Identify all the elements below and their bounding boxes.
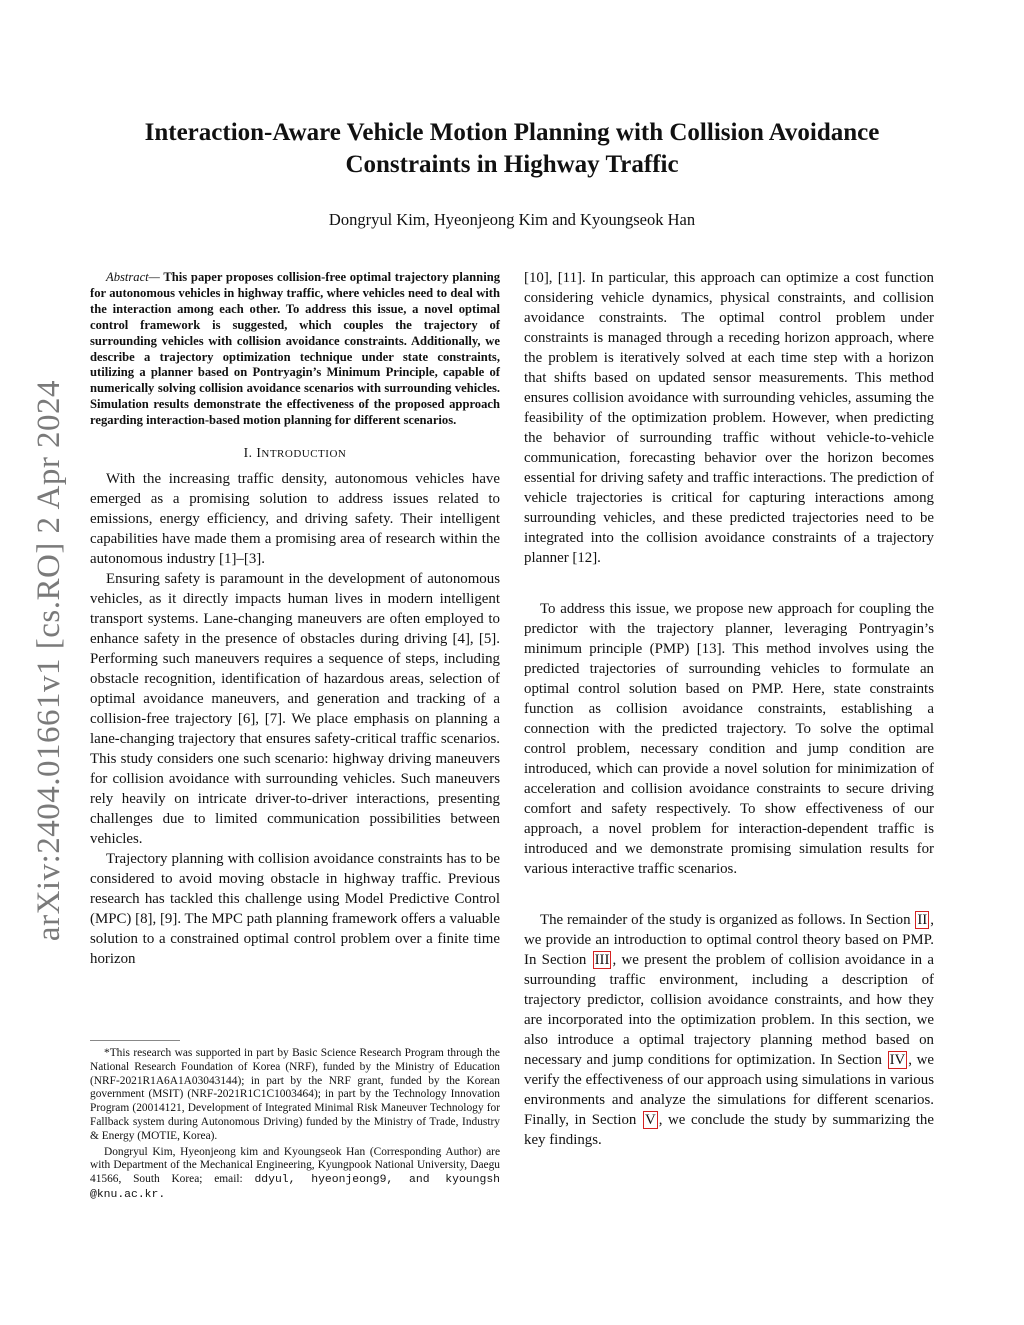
intro-paragraph-3: Trajectory planning with collision avoidance constraints has to be considered to avoid moving obstacle in highway traffic. Previous research has tackled this challenge using Model Predictive Control (MPC) [8], [9]. The MPC path planning framework offers a valuable solution to a constrained optimal control problem over a finite time horizon [90,851,500,968]
abstract [90,270,500,429]
footnote-funding: *This research was supported in part by Basic Science Research Program through the National Research Foundation of Korea (NRF), funded by the Ministry of Education (NRF-2021R1A6A1A03043144); in part by the NRF grant, funded by the Korean government (MSIT) (NRF-2021R1C1C1003464); in part by the Technology Innovation Program (20014121, Development of Integrated Minimal Risk Maneuver Technology for Fallback system during Autonomous Driving) funded by the Ministry of Trade, Industry & Energy (MOTIE, Korea). [90,1047,500,1142]
section-link-iii[interactable]: III [594,952,610,968]
arxiv-stamp [20,360,80,960]
p3-text-5: , we conclude the study by summarizing the key findings. [524,1112,934,1148]
paper-title-line1: Interaction-Aware Vehicle Motion Planning with Collision Avoidance [144,119,880,146]
p3-text-4: , we verify the effectiveness of our approach using simulations in various environments and analyze the simulations for different scenarios. Finally, in Section [524,1052,935,1128]
section-heading-introduction [90,445,500,461]
right-paragraph-3 [524,910,934,1150]
intro-paragraph-2: Ensuring safety is paramount in the development of autonomous vehicles, as it directly impacts human lives in modern intelligent transport systems. Lane-changing maneuvers are often employed to enhance safety in the presence of obstacles during driving [4], [5]. Performing such maneuvers requires a sequence of steps, including obstacle recognition, identification of hazardous areas, selection of optimal avoidance maneuvers, and generation and tracking of a collision-free trajectory [6], [7]. We place emphasis on planning a lane-changing trajectory that ensures safety-critical traffic scenarios. This study considers one such scenario: highway driving maneuvers for collision avoidance with surrounding vehicles. Such maneuvers rely heavily on intricate driver-to-driver interactions, presenting challenges due to limited communication possibilities between vehicles. [90,571,500,848]
footnote-affiliation-text: Dongryul Kim, Hyeonjeong kim and Kyoungseok Han (Corresponding Author) are with Department of the Mechanical Engineering, Kyungpook National University, Daegu 41566, South Korea; email: [90,1145,500,1186]
footnote-emails: ddyul, hyeonjeong9, and kyoungsh @knu.ac.kr. [90,1174,500,1201]
abstract-text: This paper proposes collision-free optimal trajectory planning for autonomous vehicles in highway traffic, where vehicles need to deal with the interaction among each other. To address this issue, a novel optimal control framework is suggested, which couples the trajectory of surrounding vehicles with collision avoidance constraints. Additionally, we describe a trajectory optimization technique under state constraints, utilizing a planner based on Pontryagin’s Minimum Principle, capable of numerically solving collision avoidance scenarios with surrounding vehicles. Simulation results demonstrate the effectiveness of the proposed approach regarding interaction-based motion planning for different scenarios. [90,270,500,428]
abstract-label: Abstract— [106,270,160,284]
author-list: Dongryul Kim, Hyeonjeong Kim and Kyoungseok Han [328,210,696,229]
left-column [90,270,500,969]
intro-paragraph-1: With the increasing traffic density, autonomous vehicles have emerged as a promising solution to address issues related to emissions, energy efficiency, and driving safety. Their intelligent capabilities have made them a promising area of research within the autonomous industry [1]–[3]. [90,471,500,568]
footnote-affiliation [90,1146,500,1203]
section-numeral: I. [243,445,257,461]
p3-text-2: , we provide an introduction to optimal control theory based on PMP. In Section [524,912,934,968]
p3-text-1: The remainder of the study is organized as follows. In Section [540,912,915,928]
footnote-rule [90,1040,180,1041]
paper-title-line2: Constraints in Highway Traffic [345,151,679,178]
section-link-ii[interactable]: II [917,912,928,928]
right-paragraph-1: [10], [11]. In particular, this approach can optimize a cost function considering vehicle dynamics, physical constraints, and collision avoidance constraints. The optimal control problem under constraints is managed through a receding horizon approach, where the problem is iteratively solved at each time step with a horizon that shifts based on updated sensor measurements. This method ensures collision avoidance with surrounding vehicles, assuming the feasibility of the optimization problem. However, when predicting the behavior of surrounding traffic without vehicle-to-vehicle communication, forecasting behavior over the horizon becomes essential for driving safety and traffic interactions. The prediction of vehicle trajectories is critical for capturing interactions among surrounding vehicles, and these predicted trajectories need to be integrated into the collision avoidance constraints of a trajectory planner [12]. [524,270,934,566]
section-link-v[interactable]: V [644,1112,656,1128]
section-title-rest: NTRODUCTION [261,448,347,461]
section-first-letter: I [256,445,262,461]
arxiv-stamp-text: arXiv:2404.01661v1 [cs.RO] 2 Apr 2024 [31,379,68,941]
paper-title [90,117,934,181]
section-link-iv[interactable]: IV [889,1052,906,1068]
p3-text-3: , we present the problem of collision avoidance in a surrounding traffic environment, including a description of trajectory predictor, collision avoidance constraints, and how they are incorporated into the optimization problem. In this section, we also introduce a optimal trajectory planning method based on necessary and jump conditions for optimization. In Section [524,952,934,1068]
right-paragraph-2: To address this issue, we propose new approach for coupling the predictor with the trajectory planner, leveraging Pontryagin’s minimum principle (PMP) [13]. This method involves using the predicted trajectories of surrounding vehicles to formulate an optimal control solution based on PMP. Here, state constraints function as collision avoidance constraints, establishing a connection with the predicted trajectory. To solve the optimal control problem, necessary condition and jump condition are introduced, which can provide a novel solution for minimization of acceleration and collision avoidance constraints to secure driving comfort and safety respectively. To show effectiveness of our approach, a novel problem for interaction-dependent traffic is introduced and we demonstrate promising simulation results for various interactive traffic scenarios. [524,601,934,877]
footnotes [90,1047,500,1203]
right-column [524,268,934,1150]
